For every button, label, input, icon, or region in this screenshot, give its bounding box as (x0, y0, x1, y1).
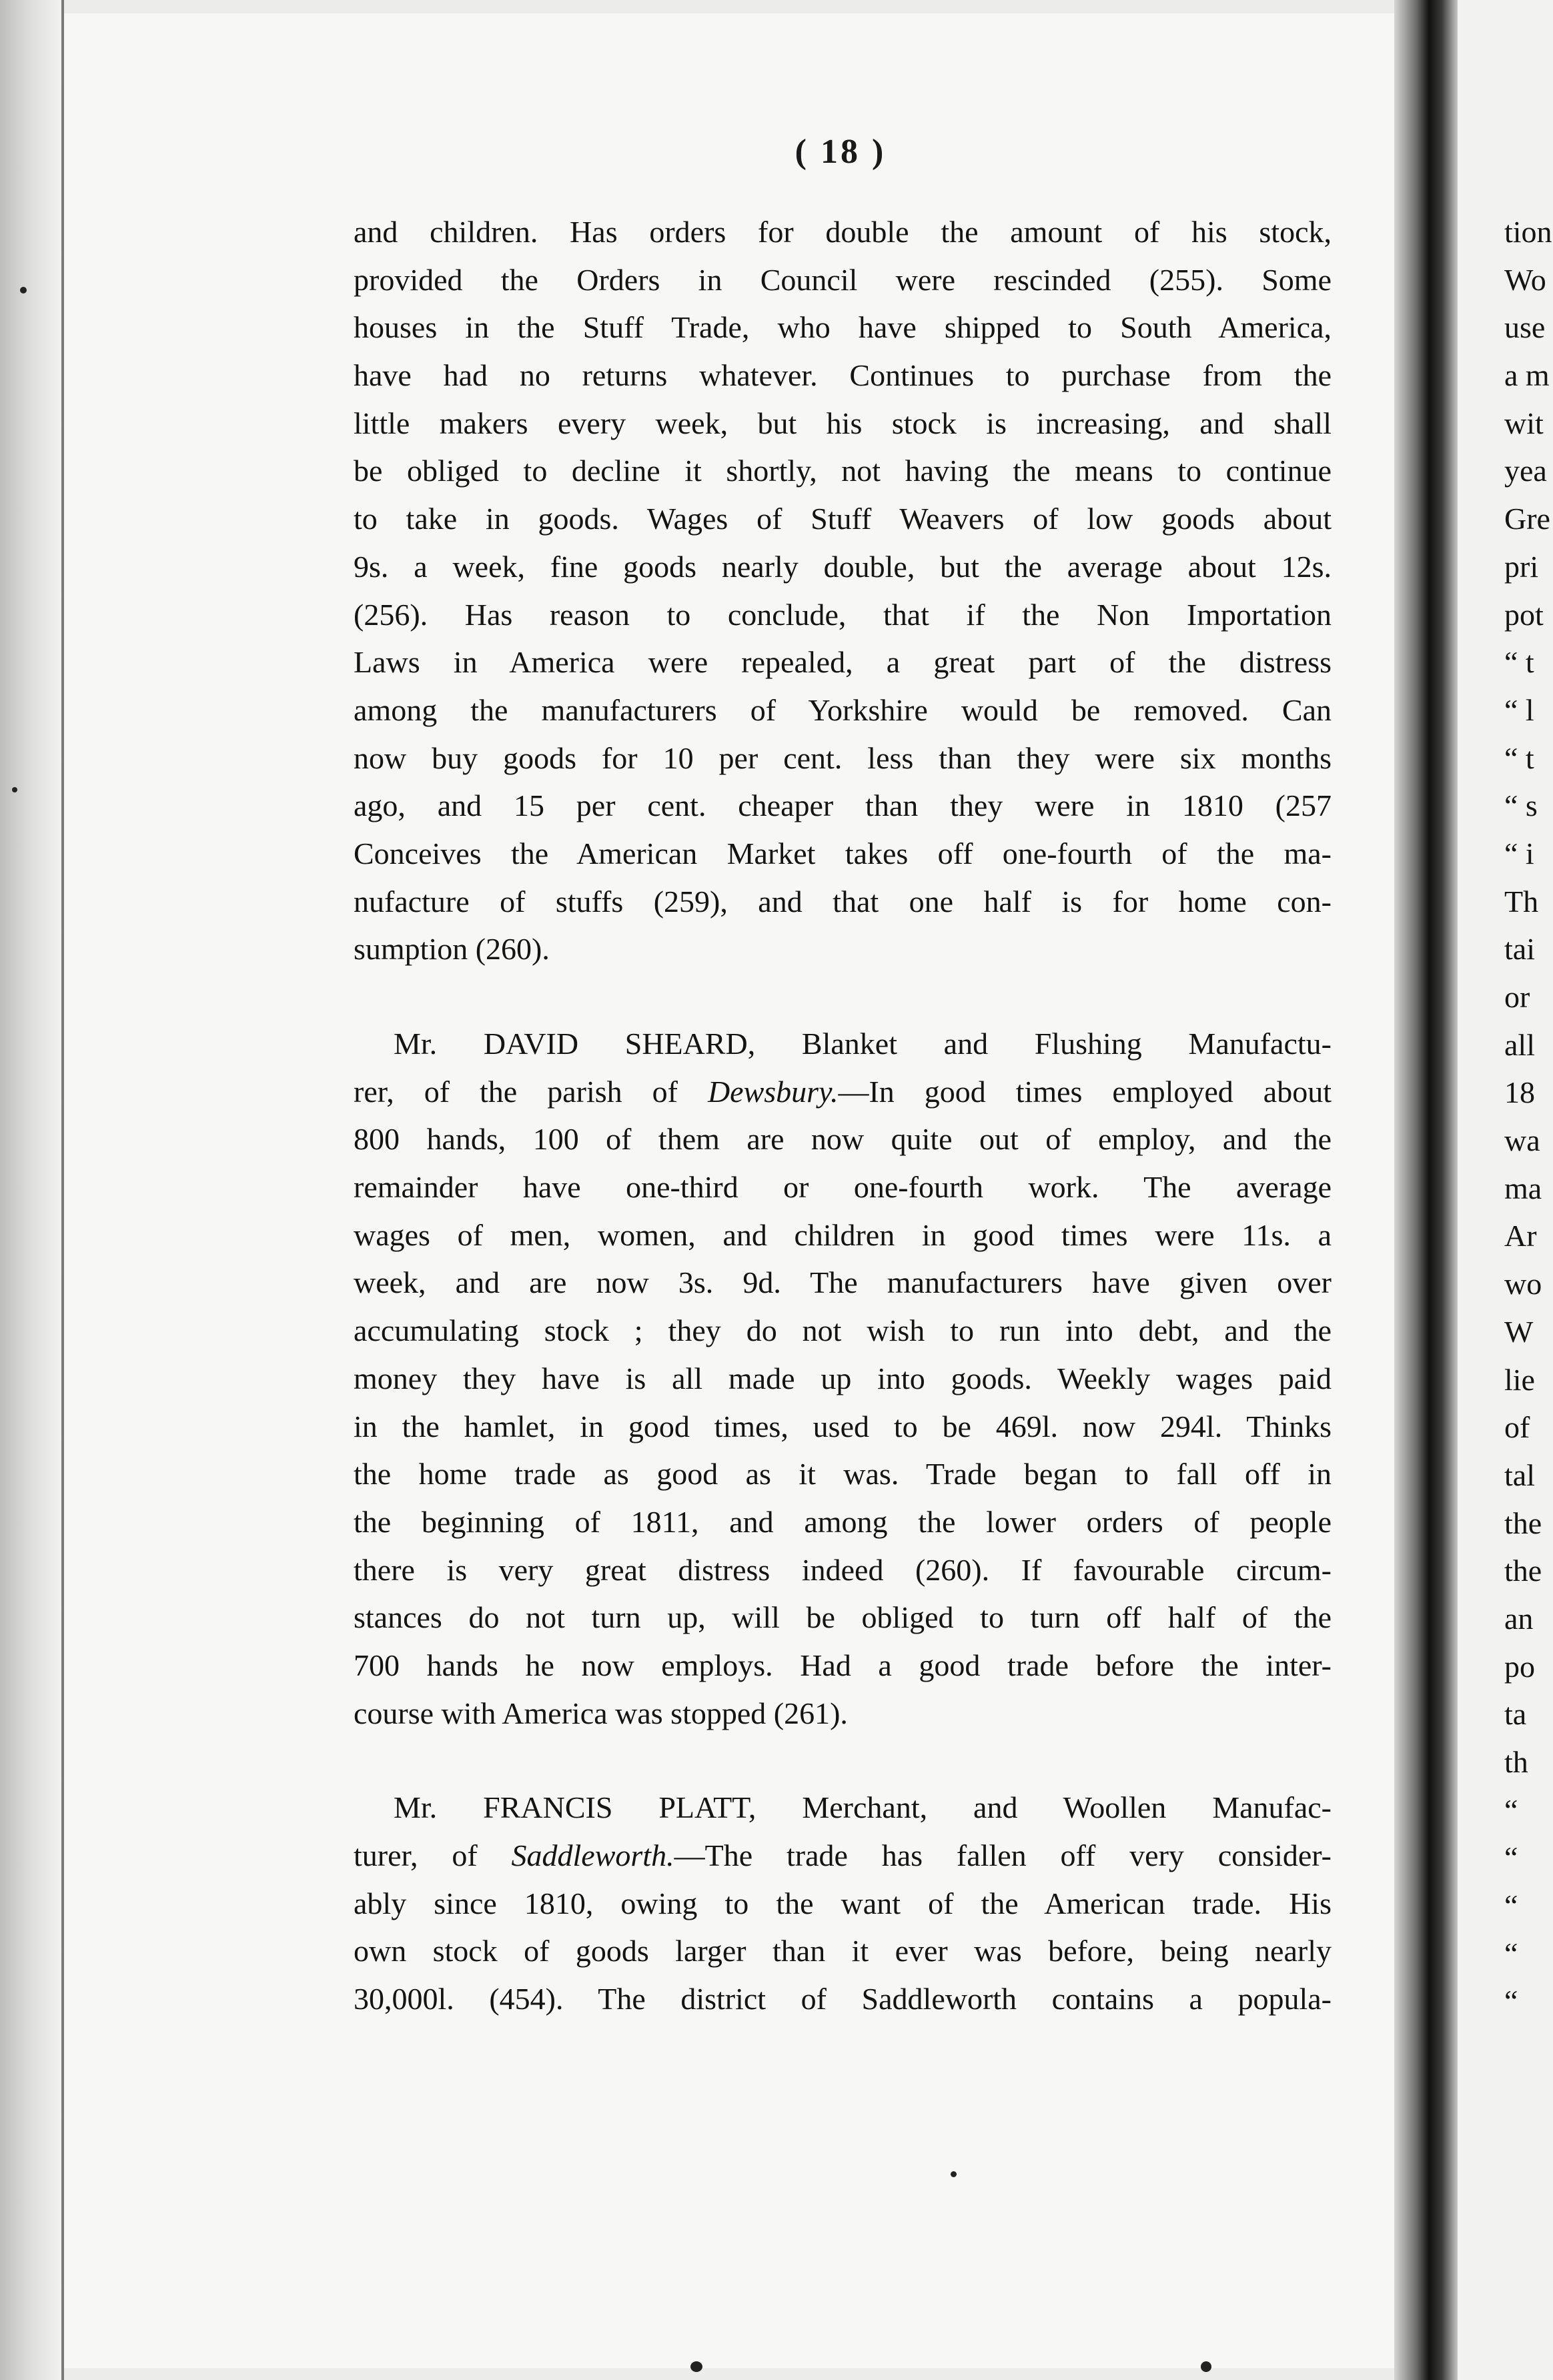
facing-page-fragment: “ (1504, 1936, 1518, 1970)
text-line: among the manufacturers of Yorkshire would be removed. Can (354, 692, 1332, 727)
facing-page-fragment: of (1504, 1410, 1530, 1445)
left-page-edge (0, 0, 63, 2380)
facing-page-fragment: “ (1504, 1984, 1518, 2018)
paragraph-francis-platt (354, 1784, 1332, 2022)
body-text (354, 208, 1332, 2023)
text-line: have had no returns whatever. Continues to purchase from the (354, 358, 1332, 393)
text-line (354, 1068, 1332, 1116)
facing-page-fragment: tai (1504, 932, 1535, 967)
text-line (354, 1832, 1332, 1880)
ink-speck (951, 2171, 957, 2177)
text-line: 30,000l. (454). The district of Saddleworth contains a popula- (354, 1982, 1332, 2016)
facing-page-fragment: Wo (1504, 262, 1546, 297)
text-line: wages of men, women, and children in good times were 11s. a (354, 1217, 1332, 1252)
facing-page-fragment: “ i (1504, 836, 1534, 870)
facing-page-fragment: wa (1504, 1123, 1540, 1158)
text-line: little makers every week, but his stock is increasing, and shall (354, 406, 1332, 440)
place-name: Dewsbury. (707, 1074, 839, 1109)
facing-page-fragment: or (1504, 980, 1530, 1014)
text-fragment: turer, of (354, 1838, 478, 1872)
text-line: to take in goods. Wages of Stuff Weavers of low goods about (354, 502, 1332, 536)
facing-page-fragment: pot (1504, 597, 1544, 632)
facing-page-fragment: tal (1504, 1457, 1535, 1492)
paragraph-david-sheard (354, 1020, 1332, 1737)
facing-page-fragment: “ (1504, 1888, 1518, 1923)
text-line: 700 hands he now employs. Had a good trade before the inter- (354, 1648, 1332, 1682)
text-line: houses in the Stuff Trade, who have shipped to South America, (354, 310, 1332, 345)
text-line: ago, and 15 per cent. cheaper than they were in 1810 (257 (354, 788, 1332, 823)
ink-speck (12, 787, 17, 792)
text-line: ably since 1810, owing to the want of the American trade. His (354, 1886, 1332, 1920)
page-number: ( 18 ) (795, 133, 887, 171)
facing-page-fragment: pri (1504, 549, 1539, 584)
text-line: the beginning of 1811, and among the lower orders of people (354, 1504, 1332, 1539)
facing-page-fragment: an (1504, 1601, 1534, 1636)
facing-page-fragment: the (1504, 1554, 1542, 1588)
facing-page-fragment: wo (1504, 1267, 1542, 1301)
facing-page-fragment: yea (1504, 454, 1547, 488)
text-line: Conceives the American Market takes off one-fourth of the ma- (354, 836, 1332, 870)
facing-page-fragment: po (1504, 1649, 1535, 1684)
text-line: (256). Has reason to conclude, that if the Non Importation (354, 597, 1332, 632)
facing-page-fragment: use (1504, 310, 1546, 345)
facing-page-fragment: th (1504, 1745, 1528, 1779)
facing-page-fragment: Ar (1504, 1219, 1537, 1253)
facing-page-fragment: Th (1504, 884, 1539, 919)
text-line: money they have is all made up into goods. Weekly wages paid (354, 1361, 1332, 1395)
text-line: stances do not turn up, will be obliged to turn off half of the (354, 1600, 1332, 1635)
text-fragment: —The trade has fallen off very consider- (674, 1838, 1332, 1872)
book-gutter (1394, 0, 1458, 2380)
ink-speck (20, 287, 27, 293)
text-line: be obliged to decline it shortly, not having the means to continue (354, 454, 1332, 488)
text-line: in the hamlet, in good times, used to be 469l. now 294l. Thinks (354, 1409, 1332, 1443)
text-line: remainder have one-third or one-fourth work. The average (354, 1170, 1332, 1205)
facing-page-fragment: a m (1504, 358, 1550, 393)
text-line: Mr. DAVID SHEARD, Blanket and Flushing Manufactu- (394, 1027, 1332, 1061)
text-line: nufacture of stuffs (259), and that one half is for home con- (354, 884, 1332, 919)
place-name: Saddleworth. (511, 1838, 674, 1872)
text-line: course with America was stopped (261). (354, 1696, 848, 1730)
text-fragment: rer, of the parish of (354, 1074, 678, 1109)
facing-page-fragment: “ t (1504, 645, 1534, 680)
text-fragment: —In good times employed about (838, 1074, 1332, 1109)
text-line: and children. Has orders for double the amount of his stock, (354, 215, 1332, 249)
text-line: own stock of goods larger than it ever was before, being nearly (354, 1934, 1332, 1968)
text-line: Mr. FRANCIS PLATT, Merchant, and Woollen Manufac- (394, 1790, 1332, 1825)
facing-page-text (1504, 208, 1553, 2025)
paragraph-gap (354, 973, 1332, 1020)
text-line: accumulating stock ; they do not wish to run into debt, and the (354, 1313, 1332, 1348)
paragraph-1 (354, 208, 1332, 973)
facing-page-fragment: “ s (1504, 788, 1538, 823)
paragraph-gap (354, 1737, 1332, 1784)
facing-page-fragment: “ l (1504, 692, 1534, 727)
facing-page-fragment: “ (1504, 1840, 1518, 1875)
facing-page-fragment: wit (1504, 406, 1544, 440)
ink-speck (1201, 2361, 1211, 2372)
facing-page-fragment: ta (1504, 1697, 1527, 1732)
text-line: now buy goods for 10 per cent. less than they were six months (354, 740, 1332, 775)
facing-page-fragment: the (1504, 1506, 1542, 1540)
text-line: 800 hands, 100 of them are now quite out of employ, and the (354, 1122, 1332, 1157)
facing-page-fragment: “ t (1504, 740, 1534, 775)
facing-page-fragment: “ (1504, 1792, 1518, 1827)
text-line: provided the Orders in Council were rescinded (255). Some (354, 262, 1332, 297)
text-line: week, and are now 3s. 9d. The manufacturers have given over (354, 1265, 1332, 1300)
text-line: 9s. a week, fine goods nearly double, but the average about 12s. (354, 549, 1332, 584)
facing-page-fragment: 18 (1504, 1075, 1535, 1110)
text-line: there is very great distress indeed (260). If favourable circum- (354, 1552, 1332, 1587)
facing-page-fragment: Gre (1504, 502, 1550, 536)
text-line: sumption (260). (354, 932, 550, 967)
ink-speck (690, 2361, 702, 2372)
text-line: Laws in America were repealed, a great part of the distress (354, 645, 1332, 680)
facing-page-fragment: ma (1504, 1171, 1542, 1205)
facing-page-fragment: all (1504, 1027, 1535, 1062)
facing-page-fragment: tion (1504, 215, 1552, 249)
facing-page-fragment: W (1504, 1314, 1534, 1349)
text-line: the home trade as good as it was. Trade began to fall off in (354, 1457, 1332, 1492)
facing-page-fragment: lie (1504, 1362, 1535, 1397)
